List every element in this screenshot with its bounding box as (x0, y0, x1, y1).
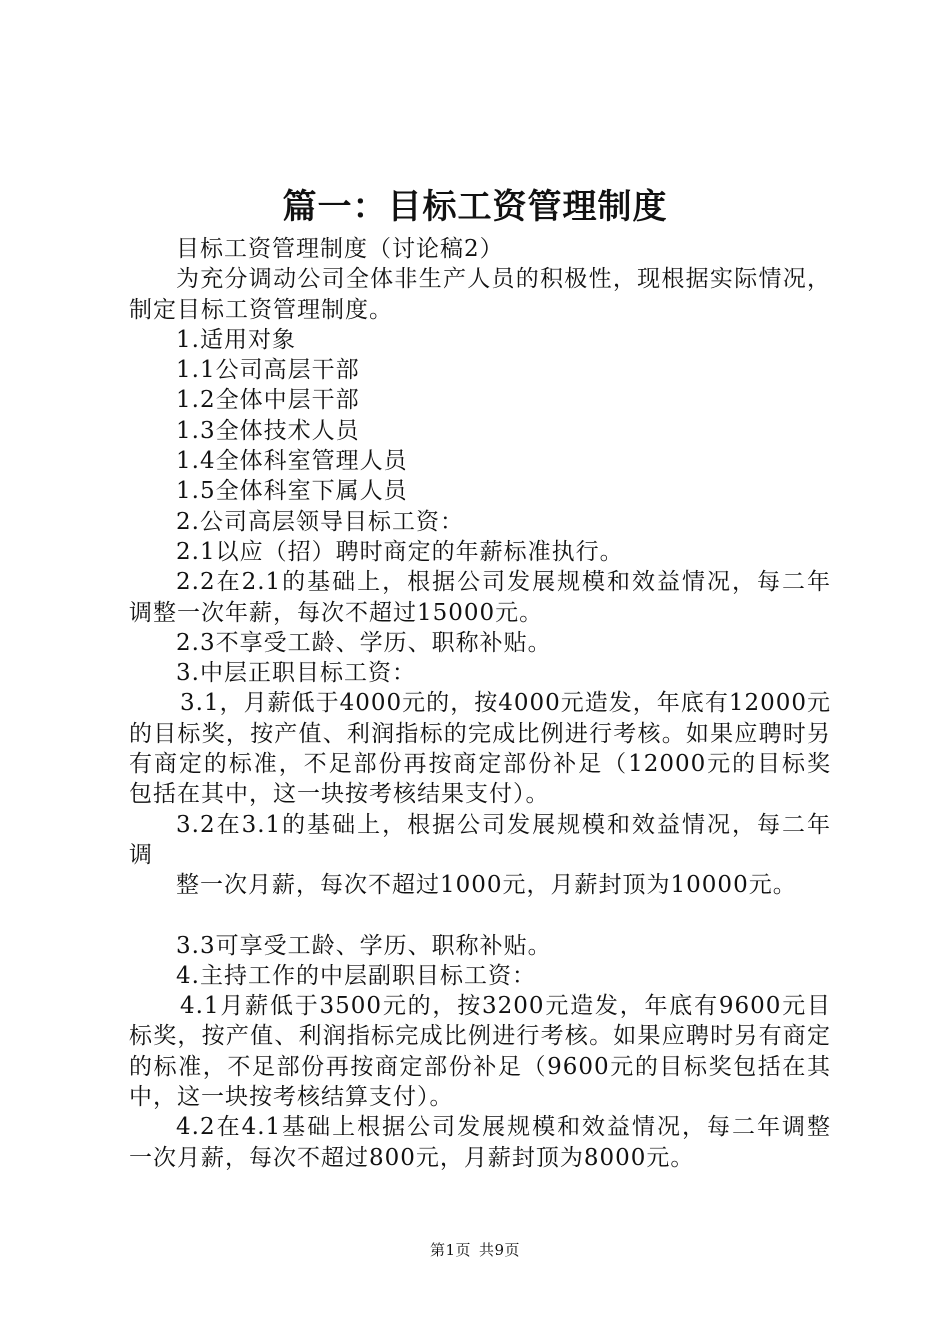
paragraph-item-4-2: 4.2在4.1基础上根据公司发展规模和效益情况，每二年调整一次月薪，每次不超过800元，月薪封顶为8000元。 (129, 1114, 831, 1171)
document-title: 篇一：目标工资管理制度 (282, 187, 668, 227)
paragraph-item-3-1: 3.1，月薪低于4000元的，按4000元造发，年底有12000元的目标奖，按产值、利润指标的完成比例进行考核。如果应聘时另有商定的标准，不足部份再按商定部份补足（12000元的目标奖包括在其中，这一块按考核结果支付）。 (129, 690, 831, 808)
paragraph-item-1-4: 1.4全体科室管理人员 (176, 448, 408, 475)
paragraph-item-2-1: 2.1以应（招）聘时商定的年薪标准执行。 (176, 538, 624, 565)
paragraph-subtitle: 目标工资管理制度（讨论稿2） (176, 236, 504, 262)
paragraph-section-3: 3.中层正职目标工资： (176, 660, 416, 687)
page-total: 共9页 (479, 1241, 521, 1259)
paragraph-item-1-5: 1.5全体科室下属人员 (176, 478, 408, 505)
paragraph-section-4: 4.主持工作的中层副职目标工资： (176, 962, 536, 989)
paragraph-item-1-2: 1.2全体中层干部 (176, 387, 360, 414)
paragraph-item-1-3: 1.3全体技术人员 (176, 417, 360, 444)
paragraph-intro: 为充分调动公司全体非生产人员的积极性，现根据实际情况，制定目标工资管理制度。 (129, 266, 831, 323)
document-body (129, 234, 831, 1173)
paragraph-item-2-2: 2.2在2.1的基础上，根据公司发展规模和效益情况，每二年调整一次年薪，每次不超过15000元。 (129, 569, 831, 626)
page-number: 第1页 (429, 1241, 471, 1259)
paragraph-section-1: 1.适用对象 (176, 326, 296, 353)
paragraph-item-2-3: 2.3不享受工龄、学历、职称补贴。 (176, 629, 552, 656)
paragraph-item-1-1: 1.1公司高层干部 (176, 357, 360, 384)
paragraph-item-3-3: 3.3可享受工龄、学历、职称补贴。 (176, 932, 552, 959)
page-footer (0, 1240, 950, 1260)
paragraph-item-3-2: 3.2在3.1的基础上，根据公司发展规模和效益情况，每二年调 (129, 811, 831, 868)
paragraph-item-4-1: 4.1月薪低于3500元的，按3200元造发，年底有9600元目标奖，按产值、利润指标完成比例进行考核。如果应聘时另有商定的标准，不足部份再按商定部份补足（9600元的目标奖包括在其中，这一块按考核结算支付）。 (129, 993, 831, 1111)
paragraph-section-2: 2.公司高层领导目标工资： (176, 508, 464, 535)
paragraph-item-3-2-continued: 整一次月薪，每次不超过1000元，月薪封顶为10000元。 (176, 872, 797, 899)
